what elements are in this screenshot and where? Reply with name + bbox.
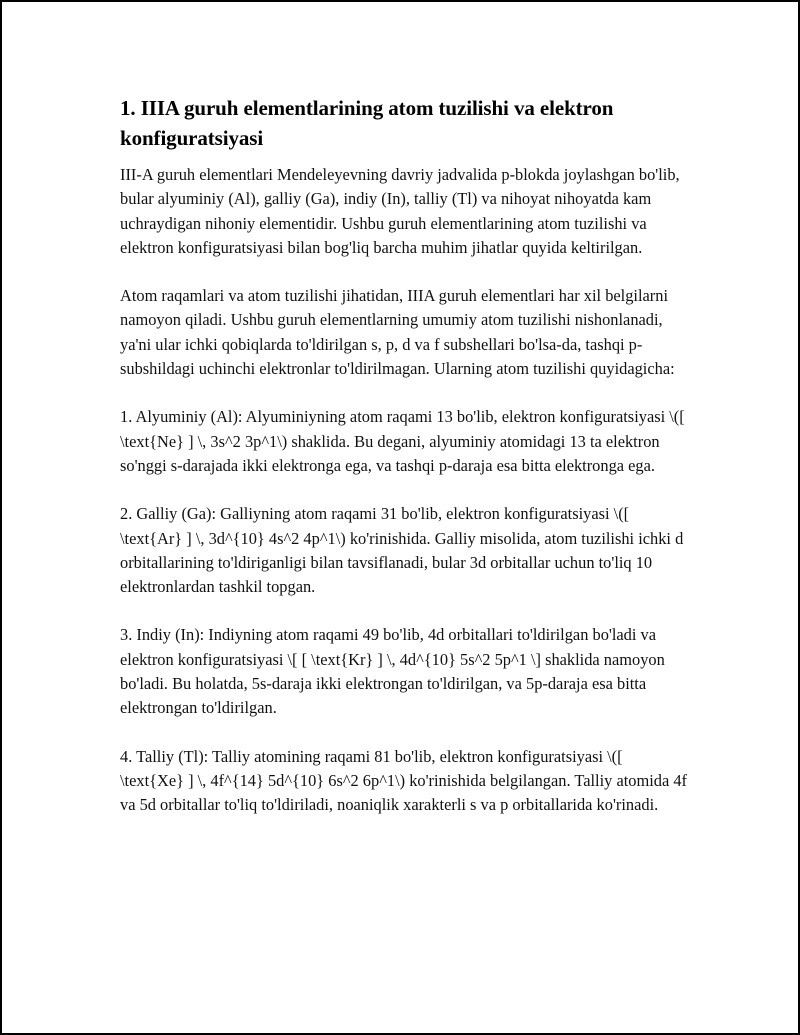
intro-paragraph: III-A guruh elementlari Mendeleyevning davriy jadvalida p-blokda joylashgan bo'lib, bular alyuminiy (Al), galliy (Ga), indiy (In), talliy (Tl) va nihoyat nihoyatda kam uchraydigan nihoniy elementidir. Ushbu guruh elementlarining atom tuzilishi va elektron konfiguratsiyasi bilan bog'liq barcha muhim jihatlar quyida keltirilgan. (120, 165, 680, 257)
indium-paragraph: 3. Indiy (In): Indiyning atom raqami 49 bo'lib, 4d orbitallari to'ldirilgan bo'ladi va elektron konfiguratsiyasi \[ [ \text{Kr} ] \, 4d^{10} 5s^2 5p^1 \] shaklida namoyon bo'ladi. Bu holatda, 5s-daraja ikki elektrongan to'ldirilgan, va 5p-daraja esa bitta elektrongan to'ldirilgan. (120, 625, 665, 718)
atomic-structure-paragraph: Atom raqamlari va atom tuzilishi jihatidan, IIIA guruh elementlari har xil belgilarni namoyon qiladi. Ushbu guruh elementlarning umumiy atom tuzilishi nishonlanadi, ya'ni ular ichki qobiqlarda to'ldirilgan s, p, d va f subshellari bo'lsa-da, tashqi p-subshildagi uchinchi elektronlar to'ldirilmagan. Ularning atom tuzilishi quyidagicha: (120, 286, 675, 379)
gallium-paragraph: 2. Galliy (Ga): Galliyning atom raqami 31 bo'lib, elektron konfiguratsiyasi \([ \text{Ar} ] \, 3d^{10} 4s^2 4p^1\) ko'rinishida. Galliy misolida, atom tuzilishi ichki d orbitallarining to'ldiriganligi bilan tavsiflanadi, bular 3d orbitallar uchun to'liq 10 elektronlardan tashkil topgan. (120, 504, 684, 597)
aluminium-paragraph: 1. Alyuminiy (Al): Alyuminiyning atom raqami 13 bo'lib, elektron konfiguratsiyasi \([ \text{Ne} ] \, 3s^2 3p^1\) shaklida. Bu degani, alyuminiy atomidagi 13 ta elektron so'nggi s-darajada ikki elektronga ega, va tashqi p-daraja esa bitta elektronga ega. (120, 407, 685, 475)
thallium-paragraph: 4. Talliy (Tl): Talliy atomining raqami 81 bo'lib, elektron konfiguratsiyasi \([ \text{Xe} ] \, 4f^{14} 5d^{10} 6s^2 6p^1\) ko'rinishida belgilangan. Talliy atomida 4f va 5d orbitallar to'liq to'ldiriladi, noaniqlik xarakterli s va p orbitallarida ko'rinadi. (120, 746, 688, 815)
document-body (120, 93, 690, 842)
section-heading: 1. IIIA guruh elementlarining atom tuzilishi va elektron konfiguratsiyasi (120, 96, 614, 150)
